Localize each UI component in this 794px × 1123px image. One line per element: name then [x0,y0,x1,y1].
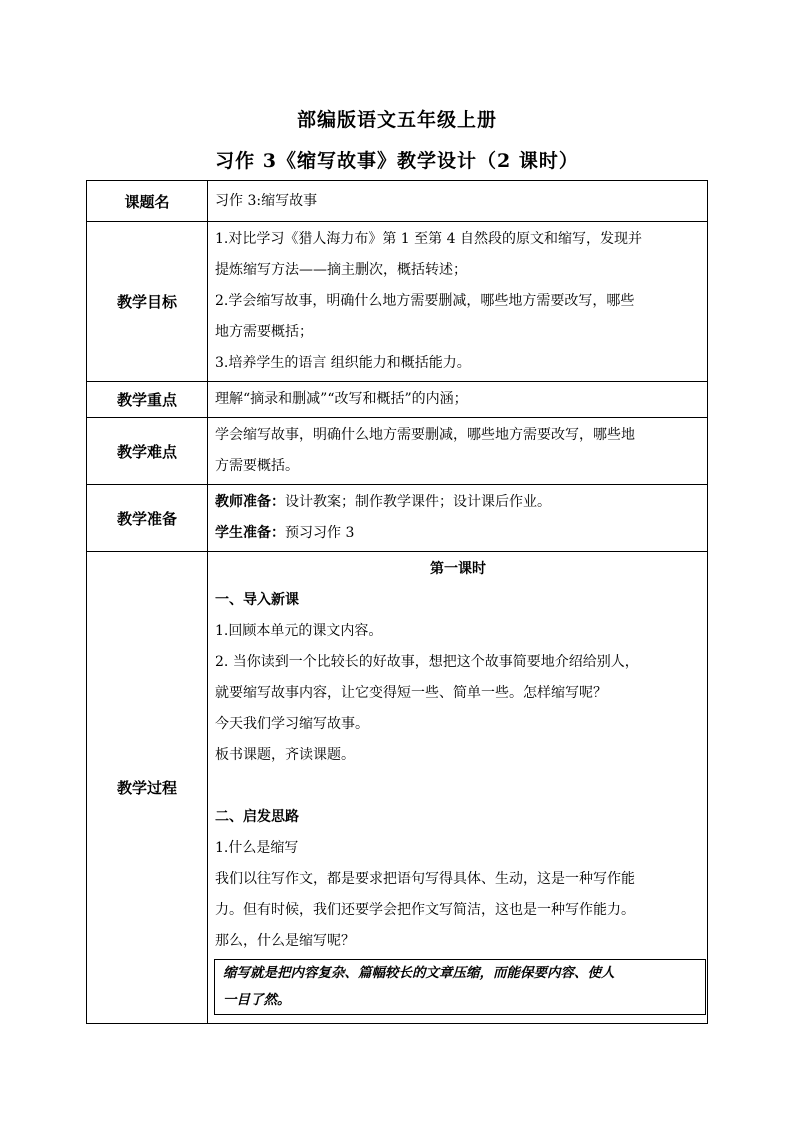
goals-content [208,222,708,382]
definition-box [214,959,706,1015]
row-label-topic: 课题名 [87,181,208,222]
process-line: 1.回顾本单元的课文内容。 [215,623,383,639]
blank-line [215,771,701,802]
row-label-preparation: 教学准备 [87,485,208,552]
process-line: 那么，什么是缩写呢？ [215,933,355,949]
process-line: 力。但有时候，我们还要学会把作文写简洁，这也是一种写作能力。 [215,902,635,918]
student-preparation-lead: 学生准备： [215,525,285,541]
topic-content: 习作 3:缩写故事 [208,181,708,222]
difficulty-line: 方需要概括。 [215,458,299,474]
table-row-topic [87,181,708,222]
section-title: 二、启发思路 [215,809,299,825]
process-line: 2. 当你读到一个比较长的好故事，想把这个故事简要地介绍给别人， [215,654,639,670]
table-row-difficulties [87,418,708,485]
process-line: 今天我们学习缩写故事。 [215,716,369,732]
process-line: 板书课题，齐读课题。 [215,747,355,763]
table-row-key-points [87,382,708,418]
student-preparation [215,518,701,549]
student-preparation-text: 预习习作 3 [285,525,355,541]
goal-line: 地方需要概括； [215,324,313,340]
goal-line: 3.培养学生的语言 组织能力和概括能力。 [215,355,471,371]
difficulties-content [208,418,708,485]
process-line: 1.什么是缩写 [215,840,299,856]
process-line: 我们以往写作文，都是要求把语句写得具体、生动，这是一种写作能 [215,871,635,887]
definition-line: 缩写就是把内容复杂、篇幅较长的文章压缩，而能保要内容、使人 [223,965,615,981]
key-points-content: 理解“摘录和删减”“改写和概括”的内涵； [208,382,708,418]
process-content [208,552,708,1024]
goal-line: 2.学会缩写故事，明确什么地方需要删减，哪些地方需要改写，哪些 [215,293,635,309]
row-label-key-points: 教学重点 [87,382,208,418]
row-label-difficulties: 教学难点 [87,418,208,485]
preparation-content [208,485,708,552]
row-label-process: 教学过程 [87,552,208,1024]
teacher-preparation-text: 设计教案；制作教学课件；设计课后作业。 [285,494,551,510]
lesson-plan-table [86,180,708,1024]
teacher-preparation-lead: 教师准备： [215,494,285,510]
teacher-preparation [215,487,701,518]
section-title: 一、导入新课 [215,592,299,608]
table-row-goals [87,222,708,382]
table-row-preparation [87,485,708,552]
lesson-title: 第一课时 [430,561,486,577]
table-row-process [87,552,708,1024]
process-line: 就要缩写故事内容，让它变得短一些、简单一些。怎样缩写呢？ [215,685,607,701]
goal-line: 提炼缩写方法——摘主删次，概括转述； [215,262,467,278]
row-label-goals: 教学目标 [87,222,208,382]
goal-line: 1.对比学习《猎人海力布》第 1 至第 4 自然段的原文和缩写，发现并 [215,231,642,247]
document-subtitle: 习作 3《缩写故事》教学设计（2 课时） [215,150,579,172]
definition-line: 一目了然。 [223,992,291,1008]
difficulty-line: 学会缩写故事，明确什么地方需要删减，哪些地方需要改写，哪些地 [215,427,635,443]
document-title: 部编版语文五年级上册 [296,109,497,131]
